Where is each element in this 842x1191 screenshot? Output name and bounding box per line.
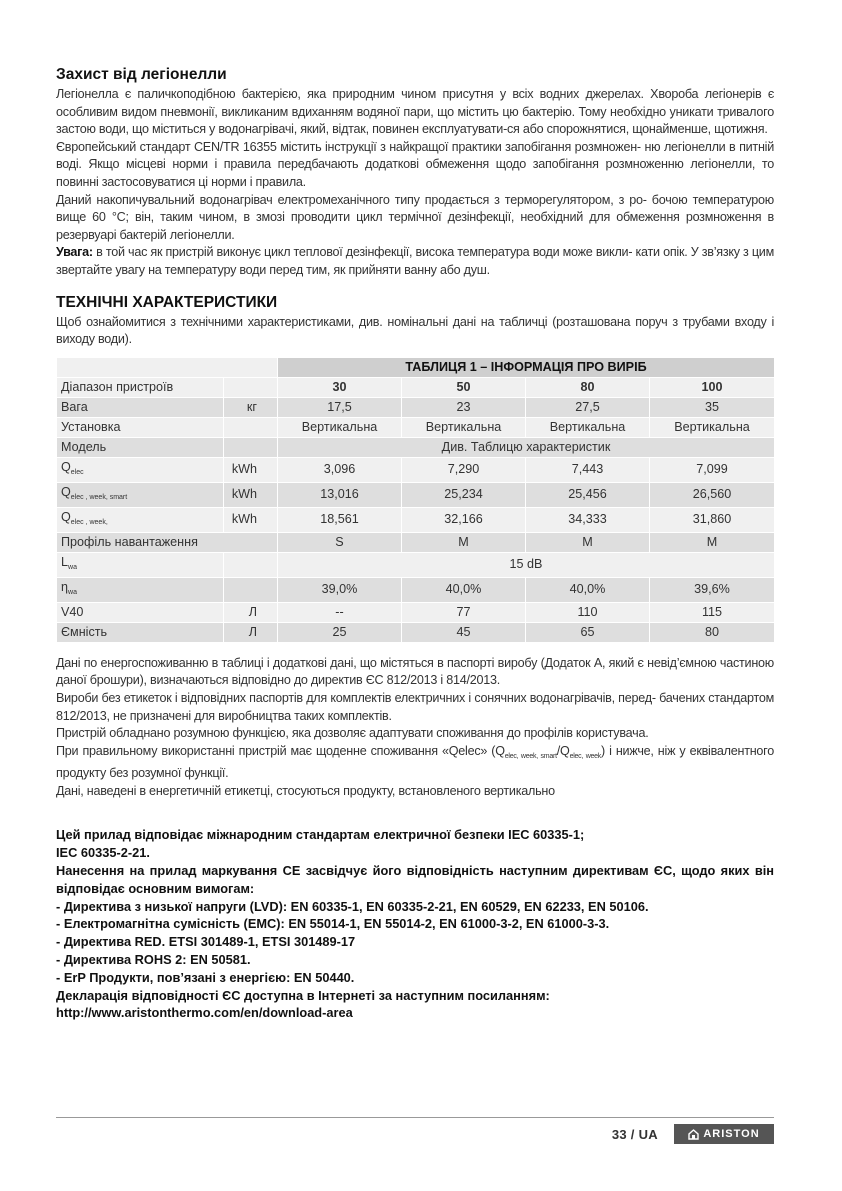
table-cell: 65 bbox=[526, 622, 650, 642]
row-label: $\eta_{wa}$ bbox=[57, 577, 224, 602]
legionella-p1: Легіонелла є паличкоподібною бактерією, яка природним чином присутня у всіх водних джерелах. Хвороба легіонерів є особливим видом пневмонії, викликаним вдиханням водяної пари, що містить цю бактерію. Тому необхідно уникати тривалого застою води, що міститься у водонагрівачі, який, відтак, повинен експлуатувати-ся або спорожнятися, щонайменше, щотижня. bbox=[56, 87, 774, 137]
table-cell: 25,456 bbox=[526, 482, 650, 507]
table-cell: 30 bbox=[278, 377, 402, 397]
table-row bbox=[57, 532, 775, 552]
table-cell: 7,099 bbox=[650, 457, 775, 482]
table-cell: 80 bbox=[650, 622, 775, 642]
tech-spec-intro: Щоб ознайомитися з технічними характеристиками, див. номінальні дані на табличці (розташована поруч з трубами входу і виходу води). bbox=[56, 314, 774, 347]
compliance-line: - Електромагнітна сумісність (EMC): EN 55014-1, EN 55014-2, EN 61000-3-2, EN 61000-3-3. bbox=[56, 916, 610, 932]
table-cell: 31,860 bbox=[650, 507, 775, 532]
table-cell: M bbox=[402, 532, 526, 552]
table-cell: M bbox=[526, 532, 650, 552]
legionella-warning bbox=[56, 244, 774, 279]
row-label: Ємність bbox=[57, 622, 224, 642]
table-cell: -- bbox=[278, 602, 402, 622]
table-cell: 45 bbox=[402, 622, 526, 642]
compliance-line: IEC 60335-2-21. bbox=[56, 845, 150, 861]
compliance-line: - ErP Продукти, пов’язані з енергією: EN 50440. bbox=[56, 969, 355, 985]
table-cell: 50 bbox=[402, 377, 526, 397]
table-cell: 39,6% bbox=[650, 577, 775, 602]
compliance-line: Декларація відповідності ЄС доступна в Інтернеті за наступним посиланням: bbox=[56, 987, 550, 1003]
row-unit: kWh bbox=[224, 507, 278, 532]
row-label: $Q_{elec , week, smart}$ bbox=[57, 482, 224, 507]
row-label: V40 bbox=[57, 602, 224, 622]
table-cell: Див. Таблицю характеристик bbox=[278, 437, 775, 457]
row-label: Модель bbox=[57, 437, 224, 457]
table-cell: 80 bbox=[526, 377, 650, 397]
table-row bbox=[57, 552, 775, 577]
table-cell: 34,333 bbox=[526, 507, 650, 532]
note-3: Пристрій обладнано розумною функцією, яка дозволяє адаптувати споживання до профілів користувача. bbox=[56, 726, 649, 741]
compliance-block bbox=[56, 826, 774, 1022]
table-cell: 35 bbox=[650, 397, 775, 417]
table-cell: 115 bbox=[650, 602, 775, 622]
footer bbox=[612, 1124, 774, 1144]
warning-text: в той час як пристрій виконує цикл теплової дезінфекції, висока температура води може викли- кати опік. У зв’язку з цим звертайте увагу на температуру води перед тим, як прийняти ванну або душ. bbox=[56, 245, 774, 277]
row-label: Профіль навантаження bbox=[57, 532, 278, 552]
compliance-line: - Директива ROHS 2: EN 50581. bbox=[56, 952, 251, 968]
row-unit: кг bbox=[224, 397, 278, 417]
row-label: $Q_{elec}$ bbox=[57, 457, 224, 482]
table-cell: 40,0% bbox=[402, 577, 526, 602]
table-cell: Вертикальна bbox=[402, 417, 526, 437]
table-cell: 15 dB bbox=[278, 552, 775, 577]
footer-divider bbox=[56, 1117, 774, 1118]
table-cell: 13,016 bbox=[278, 482, 402, 507]
note-2: Вироби без етикеток і відповідних паспортів для комплектів електричних і сонячних водонагрівачів, перед- бачених стандартом 812/2013, не призначені для виробництва таких комплектів. bbox=[56, 690, 774, 723]
table-row bbox=[57, 577, 775, 602]
table-cell: 3,096 bbox=[278, 457, 402, 482]
table-cell: Вертикальна bbox=[278, 417, 402, 437]
legionella-p2: Європейський стандарт CEN/TR 16355 містить інструкції з найкращої практики запобігання розмножен- ню легіонелли в питній воді. Якщо місцеві норми і правила передбачають додаткові обмеження щодо запобігання розмноженню легіонелли, то повинні застосовуватися ці норми і правила. bbox=[56, 139, 774, 189]
notes-block bbox=[56, 655, 774, 801]
table-cell: 32,166 bbox=[402, 507, 526, 532]
row-unit: Л bbox=[224, 622, 278, 642]
house-icon bbox=[688, 1129, 699, 1140]
compliance-line: Цей прилад відповідає міжнародним стандартам електричної безпеки IEC 60335-1; bbox=[56, 827, 585, 843]
row-unit: Л bbox=[224, 602, 278, 622]
table-cell: 18,561 bbox=[278, 507, 402, 532]
table-row bbox=[57, 622, 775, 642]
table-row bbox=[57, 482, 775, 507]
table-cell: S bbox=[278, 532, 402, 552]
compliance-line: - Директива з низької напруги (LVD): EN 60335-1, EN 60335-2-21, EN 60529, EN 62233, EN 50106. bbox=[56, 898, 649, 914]
table-cell: 40,0% bbox=[526, 577, 650, 602]
table-cell: M bbox=[650, 532, 775, 552]
legionella-title: Захист від легіонелли bbox=[56, 66, 227, 83]
row-label: Діапазон пристроїв bbox=[57, 377, 224, 397]
table-row bbox=[57, 457, 775, 482]
note-1: Дані по енергоспоживанню в таблиці і додаткові дані, що містяться в паспорті виробу (Додаток A, який є невід’ємною частиною даної брошури), визначаються відповідно до директив ЄС 812/2013 і 814/2013. bbox=[56, 655, 774, 688]
table-cell: Вертикальна bbox=[526, 417, 650, 437]
table-cell: 25 bbox=[278, 622, 402, 642]
table-cell: 7,290 bbox=[402, 457, 526, 482]
download-link[interactable]: http://www.aristonthermo.com/en/download-area bbox=[56, 1005, 353, 1021]
table-caption-row bbox=[57, 357, 775, 377]
table-cell: Вертикальна bbox=[650, 417, 775, 437]
row-label: Вага bbox=[57, 397, 224, 417]
table-cell: 77 bbox=[402, 602, 526, 622]
table-cell: 110 bbox=[526, 602, 650, 622]
warning-label: Увага: bbox=[56, 245, 93, 260]
note-4: При правильному використанні пристрій має щоденне споживання «Qelec» $(Q_{elec, week, smart}/Q_{elec, week})$ і нижче, ніж у еквівалентного продукту без розумної функції. bbox=[56, 743, 774, 781]
brand-name: ARISTON bbox=[703, 1128, 760, 1140]
table-row bbox=[57, 437, 775, 457]
table-row bbox=[57, 397, 775, 417]
table-cell: 23 bbox=[402, 397, 526, 417]
product-info-table bbox=[56, 357, 775, 643]
table-row bbox=[57, 377, 775, 397]
table-row bbox=[57, 507, 775, 532]
legionella-p3: Даний накопичувальний водонагрівач електромеханічного типу продається з терморегулятором, з ро- бочою температурою вище 60 °C; він, таким чином, в змозі проводити цикл термічної дезінфекції, необхідний для обмеження розмноження в резервуарі бактерій легіонелли. bbox=[56, 192, 774, 242]
row-unit: kWh bbox=[224, 457, 278, 482]
row-label: $L_{wa}$ bbox=[57, 552, 224, 577]
table-cell: 17,5 bbox=[278, 397, 402, 417]
table-caption: ТАБЛИЦЯ 1 – ІНФОРМАЦІЯ ПРО ВИРІБ bbox=[278, 357, 775, 377]
table-cell: 100 bbox=[650, 377, 775, 397]
row-label: $Q_{elec , week,}$ bbox=[57, 507, 224, 532]
table-cell: 25,234 bbox=[402, 482, 526, 507]
table-row bbox=[57, 602, 775, 622]
row-label: Установка bbox=[57, 417, 224, 437]
table-cell: 26,560 bbox=[650, 482, 775, 507]
ariston-logo bbox=[674, 1124, 774, 1144]
table-cell: 7,443 bbox=[526, 457, 650, 482]
page-content bbox=[56, 66, 774, 1022]
table-cell: 39,0% bbox=[278, 577, 402, 602]
note-5: Дані, наведені в енергетичній етикетці, стосуються продукту, встановленого вертикально bbox=[56, 783, 555, 798]
page-number: 33 / UA bbox=[611, 1126, 658, 1142]
compliance-line: - Директива RED. ETSI 301489-1, ETSI 301489-17 bbox=[56, 934, 356, 950]
compliance-line: Нанесення на прилад маркування CE засвідчує його відповідність наступним директивам ЄС, щодо яких він відповідає основним вимогам: bbox=[56, 863, 774, 896]
tech-spec-title: ТЕХНІЧНІ ХАРАКТЕРИСТИКИ bbox=[56, 293, 278, 311]
row-unit: kWh bbox=[224, 482, 278, 507]
table-row bbox=[57, 417, 775, 437]
table-cell: 27,5 bbox=[526, 397, 650, 417]
